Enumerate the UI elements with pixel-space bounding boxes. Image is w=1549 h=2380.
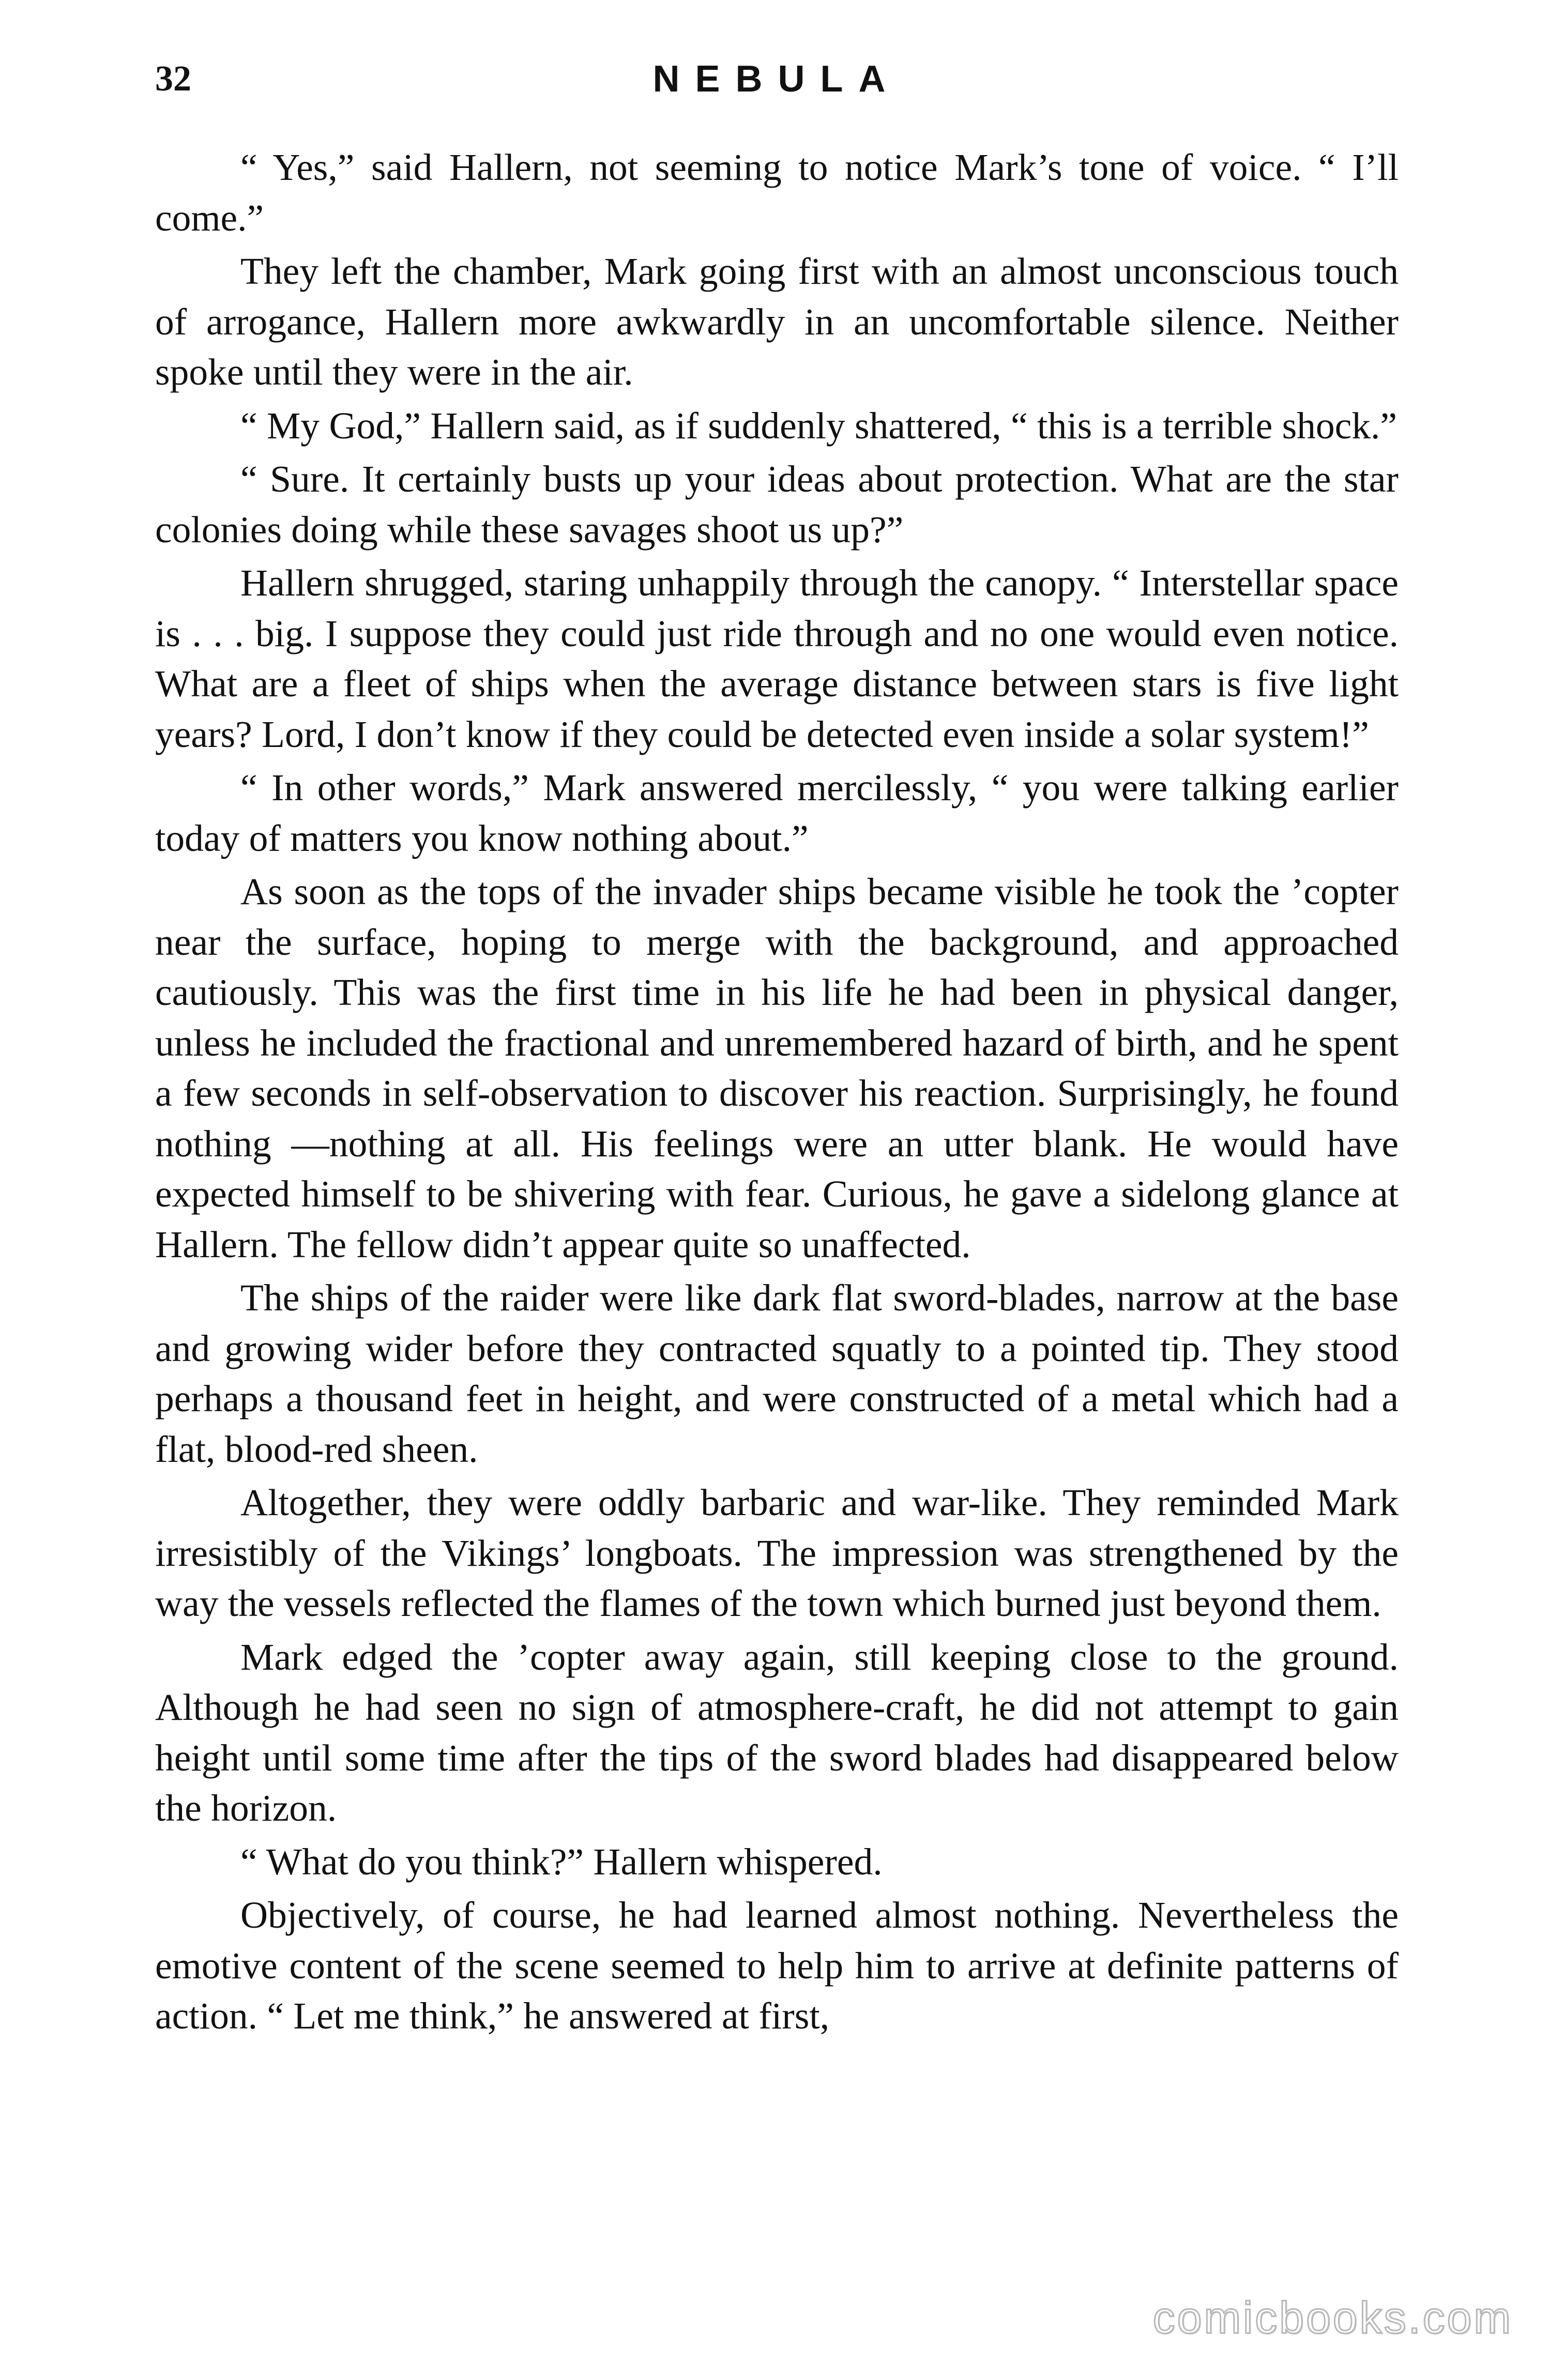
paragraph: Objectively, of course, he had learned almost nothing. Nevertheless the emotive content of the scene seemed to help him to arrive at definite patterns of action. “ Let me think,” he answered at first,: [155, 1894, 1399, 2037]
paragraph: Altogether, they were oddly barbaric and war-like. They reminded Mark irresistibly of the Vikings’ longboats. The impression was strengthened by the way the vessels reflected the flames of the town which burned just beyond them.: [155, 1482, 1399, 1624]
paragraph: Hallern shrugged, staring unhappily through the canopy. “ Interstellar space is . . . big. I suppose they could just ride through and no one would even notice. What are a fleet of ships when the average distance between stars is five light years? Lord, I don’t know if they could be detected even inside a solar system!”: [155, 562, 1399, 755]
paragraph: “ What do you think?” Hallern whispered.: [240, 1840, 883, 1883]
paragraph: Mark edged the ’copter away again, still keeping close to the ground. Although he had seen no sign of atmosphere-craft, he did not attempt to gain height until some time after the tips of the sword blades had disappeared below the horizon.: [155, 1636, 1399, 1829]
paragraph: The ships of the raider were like dark flat sword-blades, narrow at the base and growing wider before they contracted squatly to a pointed tip. They stood perhaps a thousand feet in height, and were constructed of a metal which had a flat, blood-red sheen.: [155, 1277, 1399, 1470]
watermark: comicbooks.com: [1152, 2293, 1513, 2343]
page-header: [155, 51, 1399, 108]
page-number: 32: [155, 59, 191, 99]
running-head: NEBULA: [652, 58, 901, 100]
body-text: [155, 142, 1399, 2045]
paragraph: As soon as the tops of the invader ships became visible he took the ’copter near the surface, hoping to merge with the background, and approached cautiously. This was the first time in his life he had been in physical danger, unless he included the fractional and unremembered hazard of birth, and he spent a few seconds in self-observation to discover his reaction. Surprisingly, he found nothing —nothing at all. His feelings were an utter blank. He would have expected himself to be shivering with fear. Curious, he gave a sidelong glance at Hallern. The fellow didn’t appear quite so unaffected.: [155, 871, 1399, 1265]
paragraph: “ Yes,” said Hallern, not seeming to notice Mark’s tone of voice. “ I’ll come.”: [155, 146, 1399, 239]
paragraph: “ My God,” Hallern said, as if suddenly shattered, “ this is a terrible shock.”: [240, 404, 1398, 447]
paragraph: They left the chamber, Mark going first with an almost unconscious touch of arrogance, Hallern more awkwardly in an uncomfortable silence. Neither spoke until they were in the air.: [155, 250, 1399, 393]
paragraph: “ Sure. It certainly busts up your ideas about protection. What are the star colonies doing while these savages shoot us up?”: [155, 458, 1399, 551]
paragraph: “ In other words,” Mark answered mercilessly, “ you were talking earlier today of matters you know nothing about.”: [155, 767, 1399, 859]
